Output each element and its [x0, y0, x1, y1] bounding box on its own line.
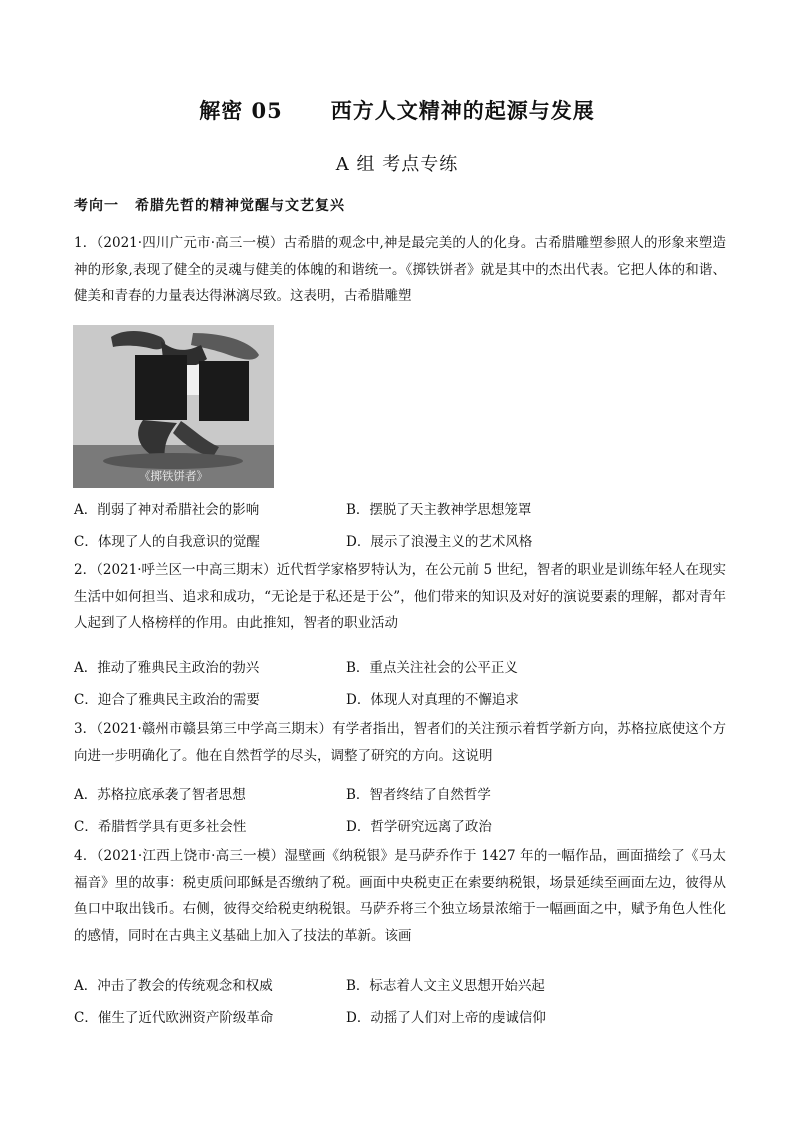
option-a[interactable]: A．推动了雅典民主政治的勃兴 — [74, 660, 260, 676]
option-c[interactable]: C．催生了近代欧洲资产阶级革命 — [74, 1010, 274, 1026]
option-c[interactable]: C．希腊哲学具有更多社会性 — [74, 819, 247, 835]
question-3-text: 3．（2021·赣州市赣县第三中学高三期末）有学者指出，智者们的关注预示着哲学新方向，苏格拉底使这个方向进一步明确化了。他在自然哲学的尽头，调整了研究的方向。这说明 — [74, 721, 726, 764]
option-c[interactable]: C．迎合了雅典民主政治的需要 — [74, 692, 260, 708]
discus-thrower-image — [73, 325, 274, 488]
option-b[interactable]: B．标志着人文主义思想开始兴起 — [346, 978, 545, 994]
section-tag: 考向一 — [74, 198, 119, 214]
chapter-title: 西方人文精神的起源与发展 — [330, 98, 595, 123]
question-4-options — [74, 968, 726, 1032]
option-a[interactable]: A．苏格拉底承袭了智者思想 — [74, 787, 246, 803]
option-d[interactable]: D．哲学研究远离了政治 — [346, 819, 492, 835]
option-d[interactable]: D．体现人对真理的不懈追求 — [346, 692, 519, 708]
section-heading — [74, 195, 345, 215]
option-d[interactable]: D．动摇了人们对上帝的虔诚信仰 — [346, 1010, 546, 1026]
question-1-options — [74, 492, 726, 556]
statue-illustration — [73, 325, 274, 488]
option-d[interactable]: D．展示了浪漫主义的艺术风格 — [346, 534, 533, 550]
question-2-text: 2．（2021·呼兰区一中高三期末）近代哲学家格罗特认为，在公元前 5 世纪，智者的职业是训练年轻人在现实生活中如何担当、追求和成功，“无论是于私还是于公”，他们带来的知识及对好的演说要素的理解，都对青年人起到了人格榜样的作用。由此推知，智者的职业活动 — [74, 562, 726, 631]
group-title: A 组 考点专练 — [335, 154, 459, 175]
question-3-options — [74, 777, 726, 841]
figure-caption: 《掷铁饼者》 — [139, 469, 208, 483]
question-2-options — [74, 650, 726, 714]
option-c[interactable]: C．体现了人的自我意识的觉醒 — [74, 534, 260, 550]
chapter-code: 解密 05 — [199, 98, 283, 123]
page-title — [0, 95, 794, 125]
question-4-text: 4．（2021·江西上饶市·高三一模）湿壁画《纳税银》是马萨乔作于 1427 年的一幅作品，画面描绘了《马太福音》里的故事：税吏质问耶稣是否缴纳了税。画面中央税吏正在索要纳税银，场景延续至画面左边，彼得从鱼口中取出钱币。右侧，彼得交给税吏纳税银。马萨乔将三个独立场景浓缩于一幅画面之中，赋予角色人性化的感情，同时在古典主义基础上加入了技法的革新。该画 — [74, 848, 726, 944]
question-1-text: 1．（2021·四川广元市·高三一模）古希腊的观念中,神是最完美的人的化身。古希腊雕塑参照人的形象来塑造神的形象,表现了健全的灵魂与健美的体魄的和谐统一。《掷铁饼者》就是其中的杰出代表。它把人体的和谐、健美和青春的力量表达得淋漓尽致。这表明，古希腊雕塑 — [74, 235, 726, 304]
option-b[interactable]: B．智者终结了自然哲学 — [346, 787, 491, 803]
option-a[interactable]: A．冲击了教会的传统观念和权威 — [74, 978, 273, 994]
section-title: 希腊先哲的精神觉醒与文艺复兴 — [135, 198, 345, 214]
option-b[interactable]: B．摆脱了天主教神学思想笼罩 — [346, 502, 532, 518]
option-a[interactable]: A．削弱了神对希腊社会的影响 — [74, 502, 260, 518]
option-b[interactable]: B．重点关注社会的公平正义 — [346, 660, 518, 676]
